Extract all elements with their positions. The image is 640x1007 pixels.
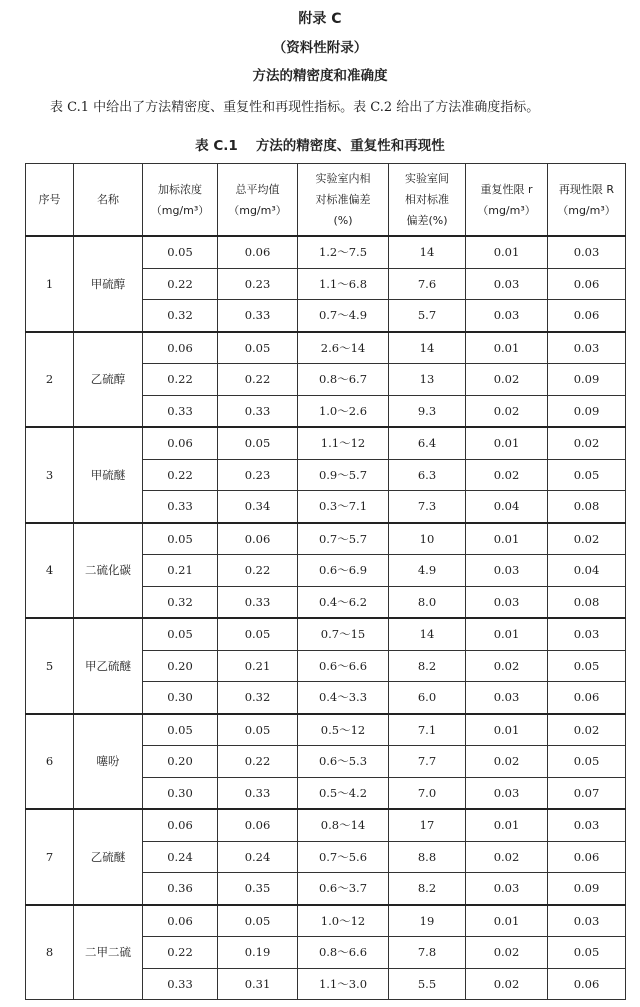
within-lab-rsd-cell: 0.3～7.1 — [298, 491, 389, 523]
repeatability-limit-cell: 0.03 — [466, 300, 548, 332]
within-lab-rsd-cell: 1.2～7.5 — [298, 236, 389, 268]
header-spike-concentration — [143, 164, 218, 237]
within-lab-rsd-cell: 1.1～6.8 — [298, 268, 389, 300]
between-lab-rsd-cell: 14 — [389, 618, 466, 650]
between-lab-rsd-cell: 10 — [389, 523, 466, 555]
compound-name-cell: 甲乙硫醚 — [74, 618, 143, 714]
serial-no-cell: 8 — [26, 905, 74, 1000]
between-lab-rsd-cell: 6.0 — [389, 682, 466, 714]
reproducibility-limit-cell: 0.09 — [548, 364, 626, 396]
compound-name-cell: 噻吩 — [74, 714, 143, 810]
between-lab-rsd-cell: 7.1 — [389, 714, 466, 746]
between-lab-rsd-cell: 8.8 — [389, 841, 466, 873]
table-caption-text: 方法的精密度、重复性和再现性 — [255, 138, 445, 154]
repeatability-limit-cell: 0.01 — [466, 427, 548, 459]
within-lab-rsd-cell: 0.5～12 — [298, 714, 389, 746]
spike-concentration-cell: 0.05 — [143, 523, 218, 555]
reproducibility-limit-cell: 0.04 — [548, 555, 626, 587]
spike-concentration-cell: 0.06 — [143, 332, 218, 364]
header-reproducibility-limit-line: （mg/m³） — [557, 203, 616, 217]
overall-mean-cell: 0.23 — [218, 268, 298, 300]
within-lab-rsd-cell: 0.6～6.6 — [298, 650, 389, 682]
spike-concentration-cell: 0.30 — [143, 777, 218, 809]
spike-concentration-cell: 0.05 — [143, 618, 218, 650]
overall-mean-cell: 0.33 — [218, 777, 298, 809]
reproducibility-limit-cell: 0.05 — [548, 650, 626, 682]
spike-concentration-cell: 0.22 — [143, 364, 218, 396]
within-lab-rsd-cell: 2.6～14 — [298, 332, 389, 364]
table-caption — [0, 134, 640, 154]
overall-mean-cell: 0.32 — [218, 682, 298, 714]
reproducibility-limit-cell: 0.03 — [548, 236, 626, 268]
reproducibility-limit-cell: 0.06 — [548, 300, 626, 332]
within-lab-rsd-cell: 1.1～3.0 — [298, 968, 389, 1000]
repeatability-limit-cell: 0.03 — [466, 268, 548, 300]
precision-table — [25, 163, 626, 1000]
header-spike-concentration-line: （mg/m³） — [150, 203, 210, 217]
repeatability-limit-cell: 0.03 — [466, 555, 548, 587]
repeatability-limit-cell: 0.02 — [466, 650, 548, 682]
header-name-line: 名称 — [97, 193, 119, 206]
table-caption-number: 表 C.1 — [195, 138, 238, 154]
within-lab-rsd-cell: 0.7～5.7 — [298, 523, 389, 555]
reproducibility-limit-cell: 0.03 — [548, 809, 626, 841]
between-lab-rsd-cell: 7.7 — [389, 746, 466, 778]
between-lab-rsd-cell: 6.3 — [389, 459, 466, 491]
compound-name-cell: 乙硫醇 — [74, 332, 143, 428]
repeatability-limit-cell: 0.04 — [466, 491, 548, 523]
header-between-lab-rsd-line: 实验室间 — [405, 172, 449, 185]
reproducibility-limit-cell: 0.05 — [548, 746, 626, 778]
reproducibility-limit-cell: 0.06 — [548, 268, 626, 300]
header-spike-concentration-line: 加标浓度 — [158, 182, 202, 196]
header-within-lab-rsd — [298, 164, 389, 237]
reproducibility-limit-cell: 0.03 — [548, 618, 626, 650]
within-lab-rsd-cell: 0.8～6.7 — [298, 364, 389, 396]
reproducibility-limit-cell: 0.07 — [548, 777, 626, 809]
repeatability-limit-cell: 0.03 — [466, 586, 548, 618]
overall-mean-cell: 0.05 — [218, 714, 298, 746]
table-row — [26, 714, 626, 746]
header-reproducibility-limit-line: 再现性限 R — [558, 182, 615, 196]
header-reproducibility-limit — [548, 164, 626, 237]
between-lab-rsd-cell: 7.8 — [389, 937, 466, 969]
reproducibility-limit-cell: 0.05 — [548, 459, 626, 491]
between-lab-rsd-cell: 5.7 — [389, 300, 466, 332]
spike-concentration-cell: 0.30 — [143, 682, 218, 714]
header-overall-mean-line: （mg/m³） — [228, 203, 287, 217]
table-row — [26, 618, 626, 650]
serial-no-cell: 2 — [26, 332, 74, 428]
spike-concentration-cell: 0.05 — [143, 236, 218, 268]
spike-concentration-cell: 0.33 — [143, 395, 218, 427]
spike-concentration-cell: 0.33 — [143, 968, 218, 1000]
repeatability-limit-cell: 0.02 — [466, 364, 548, 396]
reproducibility-limit-cell: 0.06 — [548, 682, 626, 714]
within-lab-rsd-cell: 0.6～3.7 — [298, 873, 389, 905]
header-serial-no-line: 序号 — [38, 193, 61, 206]
repeatability-limit-cell: 0.02 — [466, 459, 548, 491]
serial-no-cell: 3 — [26, 427, 74, 523]
spike-concentration-cell: 0.05 — [143, 714, 218, 746]
header-within-lab-rsd-line: 对标准偏差 — [315, 193, 371, 206]
overall-mean-cell: 0.21 — [218, 650, 298, 682]
table-row — [26, 332, 626, 364]
header-overall-mean — [218, 164, 298, 237]
header-between-lab-rsd-line: 相对标准 — [405, 193, 449, 206]
spike-concentration-cell: 0.32 — [143, 300, 218, 332]
appendix-title: 方法的精密度和准确度 — [252, 68, 388, 84]
repeatability-limit-cell: 0.03 — [466, 873, 548, 905]
within-lab-rsd-cell: 0.6～6.9 — [298, 555, 389, 587]
repeatability-limit-cell: 0.01 — [466, 809, 548, 841]
overall-mean-cell: 0.22 — [218, 364, 298, 396]
compound-name-cell: 甲硫醚 — [74, 427, 143, 523]
within-lab-rsd-cell: 0.8～6.6 — [298, 937, 389, 969]
reproducibility-limit-cell: 0.02 — [548, 714, 626, 746]
header-between-lab-rsd-line: 偏差(%) — [406, 214, 448, 227]
overall-mean-cell: 0.23 — [218, 459, 298, 491]
between-lab-rsd-cell: 13 — [389, 364, 466, 396]
spike-concentration-cell: 0.20 — [143, 746, 218, 778]
reproducibility-limit-cell: 0.08 — [548, 491, 626, 523]
serial-no-cell: 7 — [26, 809, 74, 905]
reproducibility-limit-cell: 0.09 — [548, 395, 626, 427]
overall-mean-cell: 0.31 — [218, 968, 298, 1000]
between-lab-rsd-cell: 19 — [389, 905, 466, 937]
compound-name-cell: 甲硫醇 — [74, 236, 143, 332]
repeatability-limit-cell: 0.01 — [466, 236, 548, 268]
within-lab-rsd-cell: 1.1～12 — [298, 427, 389, 459]
reproducibility-limit-cell: 0.02 — [548, 427, 626, 459]
reproducibility-limit-cell: 0.06 — [548, 968, 626, 1000]
header-overall-mean-line: 总平均值 — [235, 182, 280, 196]
overall-mean-cell: 0.06 — [218, 236, 298, 268]
appendix-label: 附录 C — [298, 11, 342, 27]
between-lab-rsd-cell: 6.4 — [389, 427, 466, 459]
overall-mean-cell: 0.19 — [218, 937, 298, 969]
table-row — [26, 236, 626, 268]
spike-concentration-cell: 0.22 — [143, 937, 218, 969]
header-within-lab-rsd-line: (%) — [333, 214, 353, 227]
between-lab-rsd-cell: 7.3 — [389, 491, 466, 523]
between-lab-rsd-cell: 8.2 — [389, 873, 466, 905]
within-lab-rsd-cell: 0.5～4.2 — [298, 777, 389, 809]
overall-mean-cell: 0.06 — [218, 523, 298, 555]
table-row — [26, 523, 626, 555]
overall-mean-cell: 0.22 — [218, 746, 298, 778]
reproducibility-limit-cell: 0.06 — [548, 841, 626, 873]
within-lab-rsd-cell: 0.7～5.6 — [298, 841, 389, 873]
between-lab-rsd-cell: 5.5 — [389, 968, 466, 1000]
overall-mean-cell: 0.24 — [218, 841, 298, 873]
intro-paragraph: 表 C.1 中给出了方法精密度、重复性和再现性指标。表 C.2 给出了方法准确度指标。 — [50, 100, 540, 115]
header-between-lab-rsd — [389, 164, 466, 237]
spike-concentration-cell: 0.06 — [143, 905, 218, 937]
header-repeatability-limit-line: 重复性限 r — [480, 182, 533, 196]
spike-concentration-cell: 0.21 — [143, 555, 218, 587]
spike-concentration-cell: 0.22 — [143, 268, 218, 300]
header-repeatability-limit-line: （mg/m³） — [477, 203, 536, 217]
reproducibility-limit-cell: 0.09 — [548, 873, 626, 905]
overall-mean-cell: 0.22 — [218, 555, 298, 587]
within-lab-rsd-cell: 0.4～6.2 — [298, 586, 389, 618]
repeatability-limit-cell: 0.01 — [466, 332, 548, 364]
overall-mean-cell: 0.33 — [218, 586, 298, 618]
header-repeatability-limit — [466, 164, 548, 237]
appendix-type: （资料性附录） — [272, 40, 368, 56]
repeatability-limit-cell: 0.01 — [466, 618, 548, 650]
overall-mean-cell: 0.33 — [218, 300, 298, 332]
reproducibility-limit-cell: 0.03 — [548, 332, 626, 364]
serial-no-cell: 4 — [26, 523, 74, 619]
header-within-lab-rsd-line: 实验室内相 — [315, 172, 371, 185]
repeatability-limit-cell: 0.02 — [466, 841, 548, 873]
header-serial-no — [26, 164, 74, 237]
repeatability-limit-cell: 0.03 — [466, 777, 548, 809]
between-lab-rsd-cell: 14 — [389, 332, 466, 364]
overall-mean-cell: 0.06 — [218, 809, 298, 841]
repeatability-limit-cell: 0.02 — [466, 937, 548, 969]
within-lab-rsd-cell: 0.6～5.3 — [298, 746, 389, 778]
between-lab-rsd-cell: 8.0 — [389, 586, 466, 618]
overall-mean-cell: 0.05 — [218, 905, 298, 937]
within-lab-rsd-cell: 0.7～15 — [298, 618, 389, 650]
spike-concentration-cell: 0.32 — [143, 586, 218, 618]
between-lab-rsd-cell: 7.0 — [389, 777, 466, 809]
overall-mean-cell: 0.33 — [218, 395, 298, 427]
reproducibility-limit-cell: 0.02 — [548, 523, 626, 555]
serial-no-cell: 5 — [26, 618, 74, 714]
between-lab-rsd-cell: 4.9 — [389, 555, 466, 587]
reproducibility-limit-cell: 0.05 — [548, 937, 626, 969]
repeatability-limit-cell: 0.01 — [466, 523, 548, 555]
serial-no-cell: 6 — [26, 714, 74, 810]
repeatability-limit-cell: 0.02 — [466, 968, 548, 1000]
spike-concentration-cell: 0.06 — [143, 427, 218, 459]
table-header-row — [26, 164, 626, 237]
compound-name-cell: 二甲二硫 — [74, 905, 143, 1000]
repeatability-limit-cell: 0.02 — [466, 746, 548, 778]
serial-no-cell: 1 — [26, 236, 74, 332]
repeatability-limit-cell: 0.02 — [466, 395, 548, 427]
repeatability-limit-cell: 0.01 — [466, 905, 548, 937]
within-lab-rsd-cell: 0.7～4.9 — [298, 300, 389, 332]
reproducibility-limit-cell: 0.08 — [548, 586, 626, 618]
between-lab-rsd-cell: 7.6 — [389, 268, 466, 300]
spike-concentration-cell: 0.06 — [143, 809, 218, 841]
within-lab-rsd-cell: 0.4～3.3 — [298, 682, 389, 714]
compound-name-cell: 二硫化碳 — [74, 523, 143, 619]
spike-concentration-cell: 0.33 — [143, 491, 218, 523]
spike-concentration-cell: 0.22 — [143, 459, 218, 491]
table-row — [26, 905, 626, 937]
within-lab-rsd-cell: 1.0～2.6 — [298, 395, 389, 427]
between-lab-rsd-cell: 9.3 — [389, 395, 466, 427]
overall-mean-cell: 0.34 — [218, 491, 298, 523]
overall-mean-cell: 0.05 — [218, 427, 298, 459]
within-lab-rsd-cell: 0.9～5.7 — [298, 459, 389, 491]
spike-concentration-cell: 0.36 — [143, 873, 218, 905]
within-lab-rsd-cell: 1.0～12 — [298, 905, 389, 937]
reproducibility-limit-cell: 0.03 — [548, 905, 626, 937]
header-name — [74, 164, 143, 237]
overall-mean-cell: 0.35 — [218, 873, 298, 905]
compound-name-cell: 乙硫醚 — [74, 809, 143, 905]
repeatability-limit-cell: 0.01 — [466, 714, 548, 746]
table-row — [26, 427, 626, 459]
spike-concentration-cell: 0.24 — [143, 841, 218, 873]
overall-mean-cell: 0.05 — [218, 618, 298, 650]
between-lab-rsd-cell: 17 — [389, 809, 466, 841]
spike-concentration-cell: 0.20 — [143, 650, 218, 682]
overall-mean-cell: 0.05 — [218, 332, 298, 364]
between-lab-rsd-cell: 14 — [389, 236, 466, 268]
table-row — [26, 809, 626, 841]
within-lab-rsd-cell: 0.8～14 — [298, 809, 389, 841]
between-lab-rsd-cell: 8.2 — [389, 650, 466, 682]
repeatability-limit-cell: 0.03 — [466, 682, 548, 714]
